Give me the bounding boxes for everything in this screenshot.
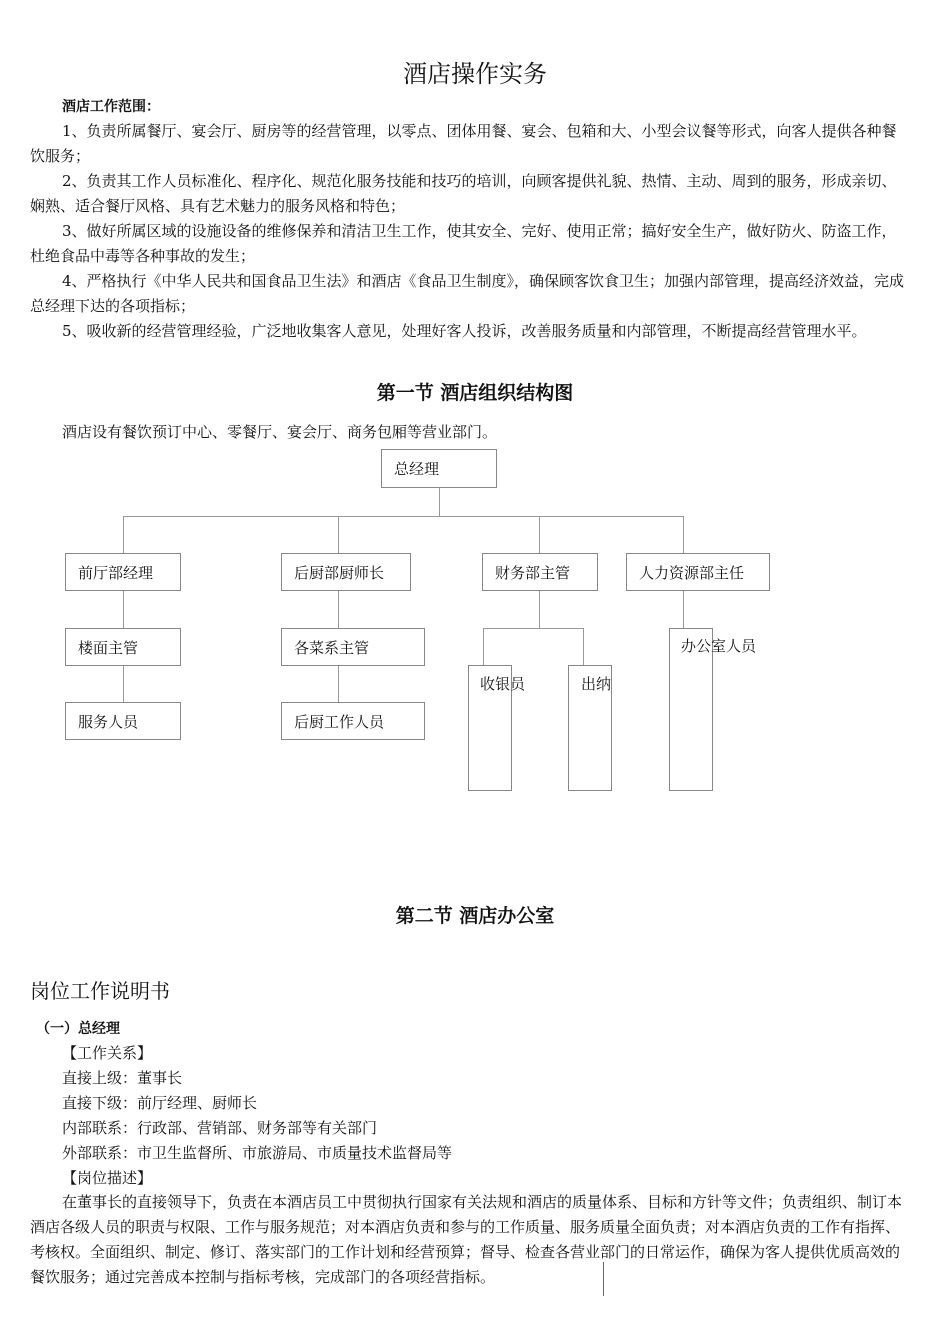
connector bbox=[123, 516, 684, 517]
connector bbox=[338, 516, 339, 553]
org-cuisine-supervisor: 各菜系主管 bbox=[281, 628, 425, 666]
connector bbox=[683, 516, 684, 553]
org-office-staff: 办公室人员 bbox=[681, 637, 757, 655]
scope-item-3: 3、做好所属区域的设施设备的维修保养和清洁卫生工作，使其安全、完好、使用正常；搞好安全生产，做好防火、防盗工作，杜绝食品中毒等各种事故的发生； bbox=[30, 222, 897, 265]
org-floor-supervisor: 楼面主管 bbox=[65, 628, 181, 666]
connector bbox=[483, 628, 484, 665]
scope-item-5: 5、吸收新的经营管理经验，广泛地收集客人意见，处理好客人投诉，改善服务质量和内部管理，不断提高经营管理水平。 bbox=[62, 322, 867, 340]
org-front-manager: 前厅部经理 bbox=[65, 553, 181, 591]
job-heading: 岗位工作说明书 bbox=[30, 979, 170, 1003]
scope-label: 酒店工作范围： bbox=[62, 99, 160, 115]
job-sub: （一）总经理 bbox=[36, 1021, 120, 1037]
connector bbox=[539, 516, 540, 553]
connector bbox=[123, 516, 124, 553]
section2-title: 第二节 酒店办公室 bbox=[395, 905, 555, 927]
scope-item-4: 4、严格执行《中华人民共和国食品卫生法》和酒店《食品卫生制度》，确保顾客饮食卫生；加强内部管理，提高经济效益，完成总经理下达的各项指标； bbox=[30, 272, 905, 315]
org-cashier: 收银员 bbox=[480, 675, 526, 693]
scope-item-1: 1、负责所属餐厅、宴会厅、厨房等的经营管理，以零点、团体用餐、宴会、包箱和大、小型会议餐等形式，向客人提供各种餐饮服务； bbox=[30, 122, 897, 165]
connector bbox=[439, 487, 440, 517]
job-external: 外部联系：市卫生监督所、市旅游局、市质量技术监督局等 bbox=[62, 1144, 453, 1162]
job-superior: 直接上级：董事长 bbox=[62, 1069, 183, 1087]
job-desc-label: 【岗位描述】 bbox=[62, 1169, 153, 1187]
section1-intro: 酒店设有餐饮预订中心、零餐厅、宴会厅、商务包厢等营业部门。 bbox=[62, 423, 498, 441]
org-teller: 出纳 bbox=[581, 675, 612, 693]
job-rel-label: 【工作关系】 bbox=[62, 1044, 153, 1062]
connector bbox=[583, 628, 584, 665]
connector bbox=[338, 590, 339, 628]
connector bbox=[123, 590, 124, 628]
org-gm: 总经理 bbox=[381, 449, 497, 488]
scope-item-2: 2、负责其工作人员标准化、程序化、规范化服务技能和技巧的培训，向顾客提供礼貌、热情、主动、周到的服务，形成亲切、娴熟、适合餐厅风格、具有艺术魅力的服务风格和特色； bbox=[30, 172, 897, 215]
org-kitchen-staff: 后厨工作人员 bbox=[281, 702, 425, 740]
job-desc: 在董事长的直接领导下，负责在本酒店员工中贯彻执行国家有关法规和酒店的质量体系、目标和方针等文件；负责组织、制订本酒店各级人员的职责与权限、工作与服务规范；对本酒店负责和参与的工作质量、服务质量全面负责；对本酒店负责的工作有指挥、考核权。全面组织、制定、修订、落实部门的工作计划和经营预算；督导、检查各营业部门的日常运作，确保为客人提供优质高效的餐饮服务；通过完善成本控制与指标考核，完成部门的各项经营指标。 bbox=[30, 1193, 903, 1286]
connector bbox=[539, 590, 540, 628]
connector bbox=[683, 590, 684, 628]
org-finance-supervisor: 财务部主管 bbox=[482, 553, 598, 591]
org-hr-director: 人力资源部主任 bbox=[626, 553, 770, 591]
job-subordinate: 直接下级：前厅经理、厨师长 bbox=[62, 1094, 258, 1112]
document-title: 酒店操作实务 bbox=[403, 60, 547, 88]
connector bbox=[123, 665, 124, 702]
org-service-staff: 服务人员 bbox=[65, 702, 181, 740]
divider bbox=[603, 1262, 604, 1296]
org-head-chef: 后厨部厨师长 bbox=[281, 553, 411, 591]
connector bbox=[338, 665, 339, 702]
connector bbox=[483, 628, 583, 629]
job-internal: 内部联系：行政部、营销部、财务部等有关部门 bbox=[62, 1119, 378, 1137]
section1-title: 第一节 酒店组织结构图 bbox=[376, 382, 574, 404]
